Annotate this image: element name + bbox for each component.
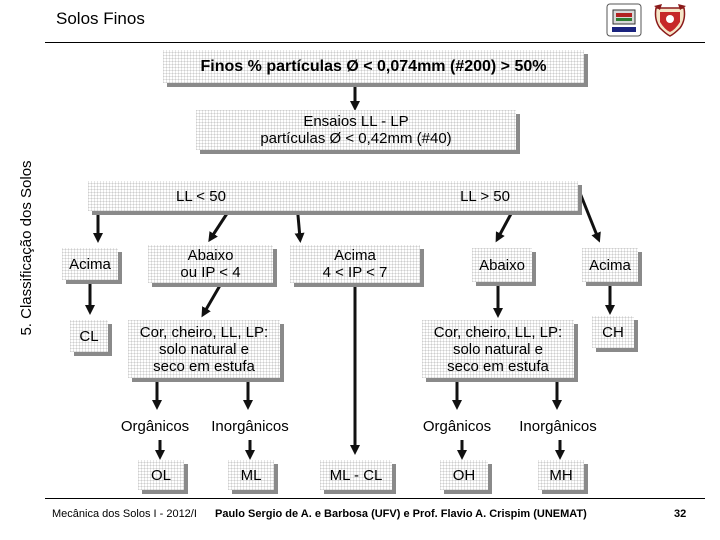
inorganic-right-label: Inorgânicos <box>519 418 597 435</box>
page-title: Solos Finos <box>56 9 145 28</box>
organic-test-right-line1: Cor, cheiro, LL, LP: <box>433 323 563 341</box>
tests-ll-lp-line1: Ensaios LL - LP <box>303 113 409 130</box>
ml-class-box: ML <box>228 460 274 490</box>
inorganic-left-label: Inorgânicos <box>211 418 289 435</box>
ch-result-box: CH <box>592 316 634 348</box>
above-a-line-right-box: Acima <box>582 248 638 282</box>
ol-class-box: OL <box>138 460 184 490</box>
organic-test-left-line2: solo natural e <box>158 340 250 358</box>
mh-class-box: MH <box>538 460 584 490</box>
cl-result-box: CL <box>70 320 108 352</box>
below-a-line-left-line1: Abaixo <box>187 247 234 264</box>
below-a-line-left-line2: ou IP < 4 <box>180 264 241 281</box>
footer-divider <box>45 498 705 499</box>
tests-ll-lp-box <box>196 110 516 150</box>
organic-test-right-line2: solo natural e <box>452 340 544 358</box>
organic-test-left-line3: seco em estufa <box>153 357 255 375</box>
oh-class-box: OH <box>440 460 488 490</box>
liquid-limit-split-box <box>88 181 578 211</box>
organic-left-label: Orgânicos <box>120 418 190 435</box>
organic-test-right-line3: seco em estufa <box>447 357 549 375</box>
page-number: 32 <box>674 508 687 520</box>
footer-authors: Paulo Sergio de A. e Barbosa (UFV) e Prof. Flavio A. Crispim (UNEMAT) <box>215 508 587 520</box>
side-title: 5. Classificação dos Solos <box>18 160 35 336</box>
organic-test-left-line1: Cor, cheiro, LL, LP: <box>139 323 269 341</box>
above-a-line-left-box: Acima <box>62 248 118 280</box>
above-a-line-mid-line2: 4 < IP < 7 <box>322 264 388 281</box>
tests-ll-lp-line2: partículas Ø < 0,42mm (#40) <box>260 130 452 147</box>
ll-above-50-label: LL > 50 <box>460 187 510 205</box>
ml-cl-class-box: ML - CL <box>320 460 392 490</box>
below-a-line-left-box <box>148 245 273 283</box>
organic-right-label: Orgânicos <box>422 418 492 435</box>
organic-test-right-box <box>422 320 574 378</box>
above-a-line-mid-line1: Acima <box>334 247 376 264</box>
organic-test-left-box <box>128 320 280 378</box>
below-a-line-right-box: Abaixo <box>472 248 532 282</box>
fines-criterion-box: Finos % partículas Ø < 0,074mm (#200) > 50% <box>163 50 584 83</box>
above-a-line-mid-box <box>290 245 420 283</box>
ll-below-50-label: LL < 50 <box>176 187 226 205</box>
footer-course: Mecânica dos Solos I - 2012/I <box>52 508 197 520</box>
